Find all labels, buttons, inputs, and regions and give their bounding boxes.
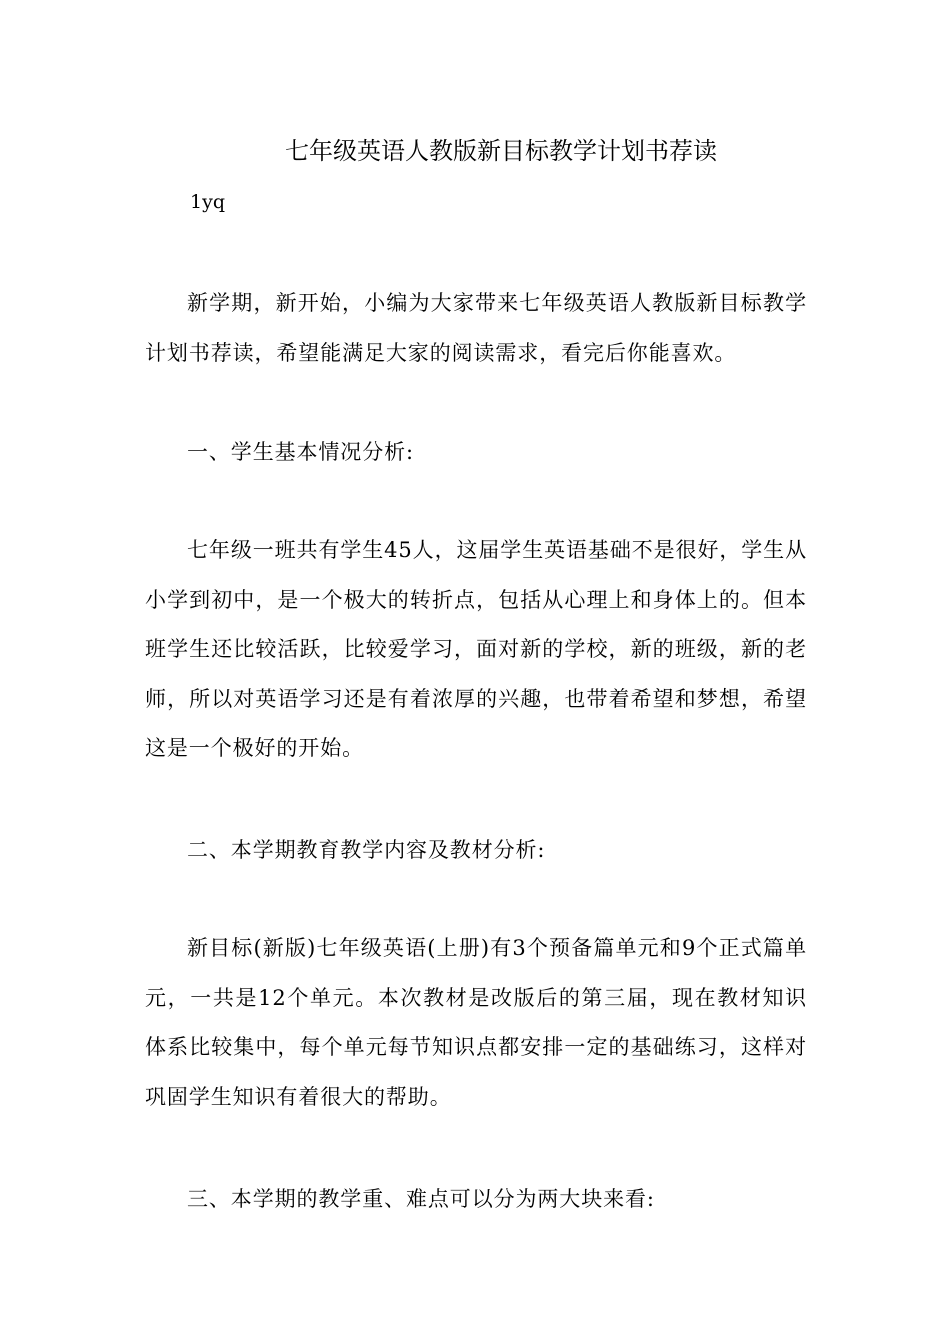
- section-3-heading: 三、本学期的教学重、难点可以分为两大块来看:: [187, 1187, 655, 1211]
- section-1-paragraph: 七年级一班共有学生45人，这届学生英语基础不是很好，学生从小学到初中，是一个极大的转折点，包括从心理上和身体上的。但本班学生还比较活跃，比较爱学习，面对新的学校，新的班级，新的老师，所以对英语学习还是有着浓厚的兴趣，也带着希望和梦想，希望这是一个极好的开始。: [145, 538, 807, 760]
- section-2-heading: 二、本学期教育教学内容及教材分析:: [187, 838, 546, 862]
- document-author: 1yq: [190, 191, 225, 213]
- section-2-paragraph: 新目标(新版)七年级英语(上册)有3个预备篇单元和9个正式篇单元，一共是12个单元。本次教材是改版后的第三届，现在教材知识体系比较集中，每个单元每节知识点都安排一定的基础练习，这样对巩固学生知识有着很大的帮助。: [145, 936, 807, 1109]
- section-1-heading: 一、学生基本情况分析:: [187, 440, 414, 464]
- document-title: 七年级英语人教版新目标教学计划书荐读: [285, 137, 717, 165]
- intro-paragraph: 新学期，新开始，小编为大家带来七年级英语人教版新目标教学计划书荐读，希望能满足大家的阅读需求，看完后你能喜欢。: [145, 291, 807, 365]
